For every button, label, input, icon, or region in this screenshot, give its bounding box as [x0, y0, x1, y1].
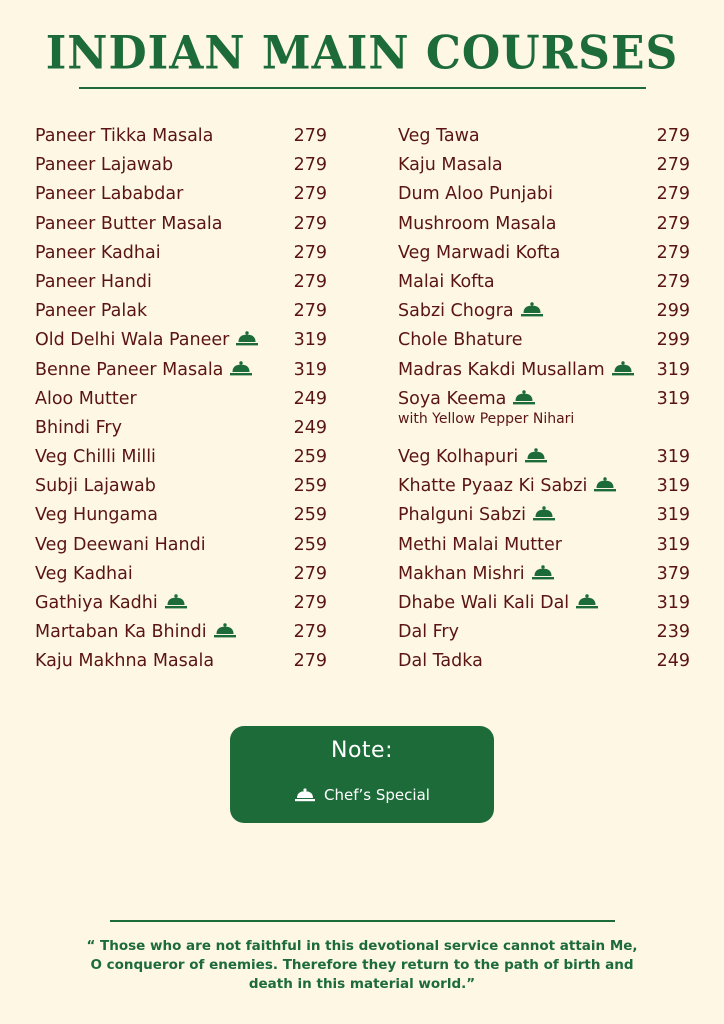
menu-item-name-text: Malai Kofta: [398, 271, 495, 292]
menu-item-name: [398, 560, 555, 591]
menu-item: [398, 297, 690, 326]
menu-item-price: 319: [656, 359, 690, 380]
menu-item-name: [35, 122, 213, 151]
menu-item: [35, 385, 327, 414]
footer-divider: [110, 920, 615, 922]
menu-item-price: 259: [293, 505, 327, 526]
menu-item-price: 279: [656, 213, 690, 234]
cloche-icon: [524, 445, 548, 474]
menu-item: [398, 647, 690, 676]
menu-item-name-text: Bhindi Fry: [35, 417, 122, 438]
menu-item-price: 249: [293, 388, 327, 409]
menu-item-name-text: Sabzi Chogra: [398, 301, 514, 322]
menu-item-name: [35, 560, 133, 589]
menu-item-price: 259: [293, 476, 327, 497]
menu-item-name: [398, 618, 459, 647]
menu-item-name: [398, 151, 503, 180]
menu-item-price: 319: [293, 330, 327, 351]
menu-item: [398, 180, 690, 209]
menu-item-name: [35, 326, 259, 357]
menu-item-name: [35, 443, 156, 472]
menu-item-name-text: Aloo Mutter: [35, 388, 137, 409]
menu-item-price: 319: [656, 534, 690, 555]
cloche-icon: [611, 358, 635, 387]
menu-item-price: 299: [656, 301, 690, 322]
menu-item: [35, 472, 327, 501]
note-box: [230, 726, 494, 823]
menu-item-name-text: Veg Hungama: [35, 505, 158, 526]
menu-item-name: [398, 443, 548, 474]
menu-item-price: 279: [293, 651, 327, 672]
menu-item: [35, 589, 327, 618]
menu-item: [35, 326, 327, 355]
menu-item-name-text: Paneer Kadhai: [35, 242, 161, 263]
menu-item-name: [398, 122, 480, 151]
menu-item: [398, 589, 690, 618]
menu-item-price: 279: [293, 563, 327, 584]
menu-item-name: [35, 356, 253, 387]
menu-item: [35, 122, 327, 151]
menu-item-name-text: Veg Marwadi Kofta: [398, 242, 561, 263]
menu-item-name-text: Dal Tadka: [398, 651, 483, 672]
menu-item-name: [35, 647, 214, 676]
footer-quote: “ Those who are not faithful in this devotional service cannot attain Me, O conqueror of enemies. Therefore they return to the path of birth and death in this material world.”: [86, 938, 638, 992]
menu-item-name: [35, 180, 183, 209]
menu-item-name: [35, 472, 156, 501]
menu-item-name-text: Gathiya Kadhi: [35, 593, 158, 613]
menu-item-price: 259: [293, 447, 327, 468]
menu-column-right: [398, 122, 690, 677]
menu-item-price: 279: [656, 242, 690, 263]
menu-item-name: [398, 531, 562, 560]
menu-item-note: with Yellow Pepper Nihari: [398, 410, 575, 427]
title-divider: [79, 87, 646, 89]
menu-item: [35, 297, 327, 326]
menu-item-name: [35, 414, 122, 443]
menu-item: [35, 414, 327, 443]
menu-item-name: [398, 326, 523, 355]
menu-item: [35, 501, 327, 530]
menu-item-price: 319: [656, 505, 690, 526]
menu-item-name-text: Dum Aloo Punjabi: [398, 184, 553, 205]
menu-item-name: [398, 589, 599, 620]
menu-item-name-text: Chole Bhature: [398, 330, 523, 351]
legend-label: Chef’s Special: [324, 786, 430, 804]
menu-item: [398, 618, 690, 647]
menu-item-name-text: Khatte Pyaaz Ki Sabzi: [398, 476, 588, 497]
menu-item: [398, 151, 690, 180]
menu-item: [35, 443, 327, 472]
cloche-icon: [213, 620, 237, 649]
menu-item: [398, 356, 690, 385]
menu-item-name: [35, 589, 188, 620]
menu-item: [398, 239, 690, 268]
menu-item-name-text: Methi Malai Mutter: [398, 534, 562, 555]
cloche-icon: [532, 503, 556, 532]
menu-item-name: [35, 385, 137, 414]
menu-item-price: 319: [656, 388, 690, 409]
menu-item-name-text: Paneer Handi: [35, 271, 152, 292]
menu-item-name-text: Paneer Lajawab: [35, 155, 174, 176]
menu-item-name: [398, 297, 544, 328]
menu-item-name: [398, 210, 556, 239]
menu-item: [398, 472, 690, 501]
menu-item: [35, 531, 327, 560]
menu-item-name: [398, 180, 553, 209]
menu-item-name-text: Kaju Makhna Masala: [35, 651, 215, 672]
menu-item-price: 279: [293, 155, 327, 176]
menu-item: [35, 151, 327, 180]
menu-item-name: [35, 531, 206, 560]
menu-item: [398, 210, 690, 239]
menu-item-name: [398, 647, 483, 676]
menu-item-price: 279: [656, 155, 690, 176]
menu-item-name: [35, 239, 161, 268]
menu-item-name-text: Subji Lajawab: [35, 476, 156, 497]
menu-item: [35, 239, 327, 268]
menu-item-name-text: Paneer Lababdar: [35, 184, 184, 205]
menu-item: [398, 443, 690, 472]
menu-item-price: 379: [656, 563, 690, 584]
menu-item-name: [398, 268, 495, 297]
chefs-special-legend: [230, 784, 494, 809]
cloche-icon: [294, 787, 316, 809]
menu-item-name: [35, 268, 152, 297]
menu-item: [35, 180, 327, 209]
page-title: INDIAN MAIN COURSES: [45, 26, 679, 81]
menu-item-price: 319: [656, 447, 690, 468]
cloche-icon: [575, 591, 599, 620]
menu-item: [398, 122, 690, 151]
menu-item-name: [398, 472, 617, 503]
menu-item: [35, 210, 327, 239]
menu-item: [35, 356, 327, 385]
menu-item-name-text: Soya Keema: [398, 388, 507, 409]
menu-item-price: 299: [656, 330, 690, 351]
menu-item: [35, 560, 327, 589]
menu-item-name-text: Madras Kakdi Musallam: [398, 359, 605, 380]
menu-item: [398, 268, 690, 297]
menu-item-name-text: Veg Chilli Milli: [35, 447, 156, 468]
menu-item-name-text: Old Delhi Wala Paneer: [35, 330, 230, 351]
menu-item-price: 259: [293, 534, 327, 555]
menu-item-name-text: Veg Kadhai: [35, 563, 133, 584]
menu-item-price: 279: [293, 271, 327, 292]
menu-item-name-text: Paneer Tikka Masala: [35, 126, 214, 146]
menu-item-name-text: Paneer Butter Masala: [35, 213, 223, 234]
menu-item-price: 279: [293, 184, 327, 205]
menu-item-price: 279: [656, 271, 690, 292]
menu-item-name-text: Makhan Mishri: [398, 563, 525, 584]
menu-item: [398, 501, 690, 530]
menu-item-name-text: Benne Paneer Masala: [35, 359, 224, 380]
menu-item: [398, 531, 690, 560]
menu-item-name: [35, 297, 147, 326]
menu-item-price: 279: [293, 126, 327, 146]
menu-item-price: 249: [656, 651, 690, 672]
menu-item-price: 319: [656, 593, 690, 614]
cloche-icon: [531, 562, 555, 591]
menu-item-price: 279: [293, 213, 327, 234]
menu-item-name: [35, 210, 222, 239]
menu-item: [398, 385, 690, 443]
menu-item-name: [35, 618, 237, 649]
menu-item-price: 279: [293, 301, 327, 322]
menu-item: [35, 618, 327, 647]
menu-item-name-text: Veg Tawa: [398, 126, 480, 146]
menu-item-name-text: Phalguni Sabzi: [398, 505, 526, 526]
menu-item: [35, 647, 327, 676]
menu-item-price: 279: [293, 622, 327, 643]
menu-item-name-text: Dal Fry: [398, 622, 459, 643]
menu-item-name: [35, 501, 158, 530]
menu-item-name-text: Martaban Ka Bhindi: [35, 622, 207, 643]
menu-item: [398, 560, 690, 589]
menu-item-name-text: Mushroom Masala: [398, 213, 557, 234]
menu-item-name: [35, 151, 173, 180]
cloche-icon: [229, 358, 253, 387]
menu-item-name-text: Kaju Masala: [398, 155, 503, 176]
menu-item-name: [398, 239, 560, 268]
note-title: Note:: [331, 738, 393, 763]
menu-item-price: 279: [293, 593, 327, 613]
menu-column-left: [35, 122, 327, 677]
menu-item: [35, 268, 327, 297]
menu-item: [398, 326, 690, 355]
menu-item-price: 239: [656, 622, 690, 643]
menu-item-price: 319: [656, 476, 690, 497]
menu-item-name-text: Veg Kolhapuri: [398, 447, 519, 468]
cloche-icon: [593, 474, 617, 503]
menu-item-name: [398, 356, 635, 387]
cloche-icon: [164, 591, 188, 620]
menu-item-name-text: Paneer Palak: [35, 301, 148, 322]
menu-item-name-text: Dhabe Wali Kali Dal: [398, 593, 570, 614]
cloche-icon: [235, 328, 259, 357]
menu-item-name-text: Veg Deewani Handi: [35, 534, 206, 555]
menu-item-price: 319: [293, 359, 327, 380]
menu-item-price: 279: [656, 184, 690, 205]
menu-item-price: 279: [656, 126, 690, 146]
menu-item-price: 279: [293, 242, 327, 263]
cloche-icon: [520, 299, 544, 328]
menu-item-price: 249: [293, 417, 327, 438]
menu-item-name: [398, 501, 556, 532]
